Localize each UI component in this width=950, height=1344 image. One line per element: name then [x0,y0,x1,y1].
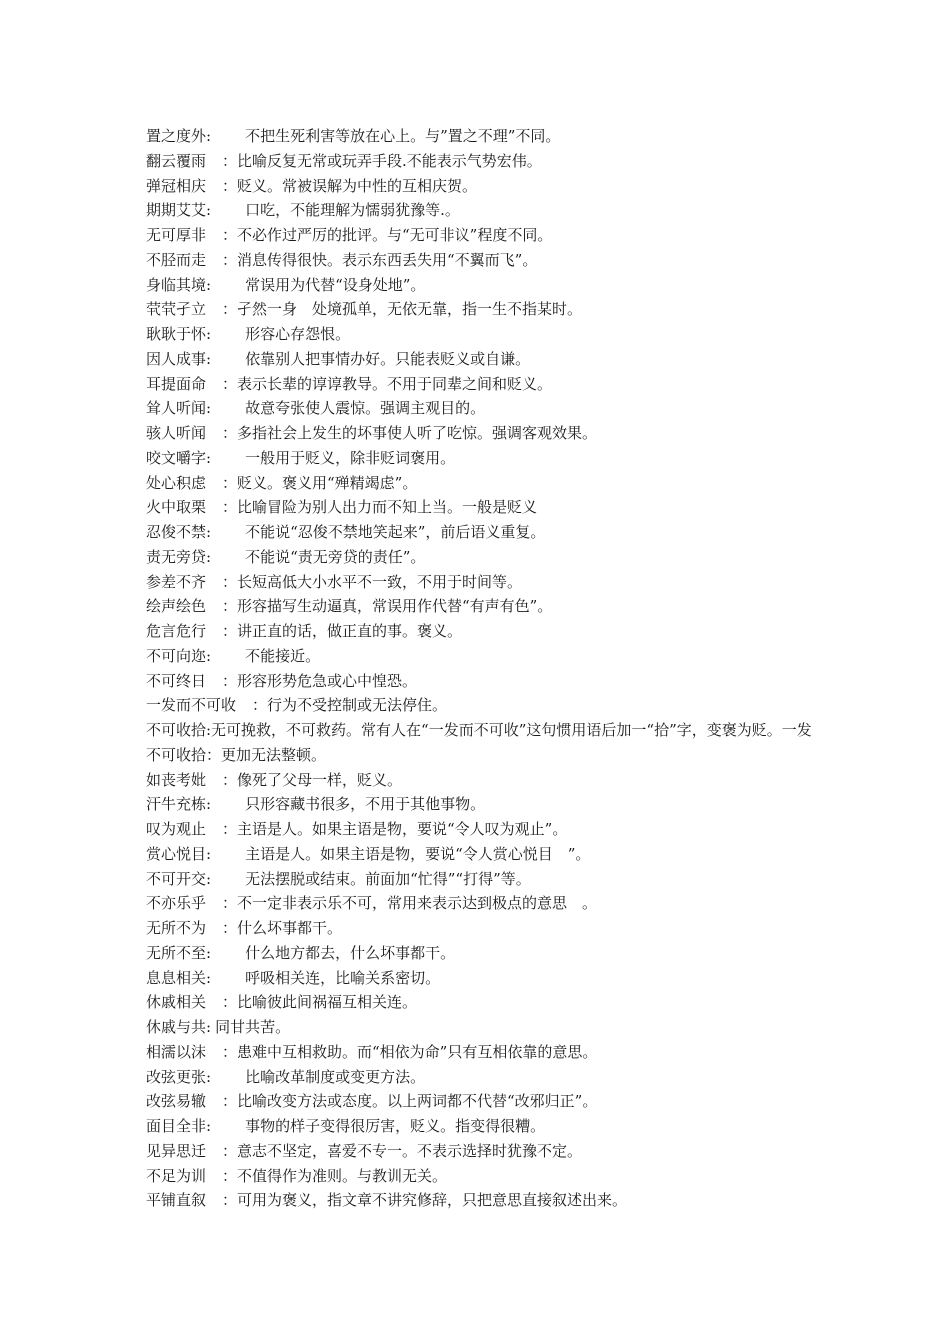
idiom-list [146,124,826,1213]
idiom-term: 火中取栗 [146,498,207,517]
idiom-term: 不可终日 [146,671,207,690]
idiom-definition: ：不值得作为准则。与教训无关。 [222,1166,448,1185]
idiom-entry [146,149,826,174]
idiom-entry [146,941,826,966]
idiom-paragraph: 不可收拾:无可挽救，不可救药。常有人在“一发而不可收”这句惯用语后加一“拾”字，变褒为贬。一发不可收拾：更加无法整顿。 [146,721,812,764]
idiom-definition: 故意夸张使人震惊。强调主观目的。 [245,399,486,418]
idiom-definition: 常误用为代替“设身处地”。 [245,275,426,294]
idiom-term: 处心积虑 [146,473,207,492]
idiom-entry [146,842,826,867]
idiom-definition: ：可用为褒义，指文章不讲究修辞，只把意思直接叙述出来。 [222,1191,628,1210]
idiom-entry [146,347,826,372]
idiom-entry [146,1139,826,1164]
idiom-term: 耸人听闻: [146,399,212,418]
idiom-entry [146,273,826,298]
idiom-definition: ：长短高低大小水平不一致，不用于时间等。 [222,572,523,591]
idiom-entry [146,570,826,595]
idiom-entry [146,990,826,1015]
idiom-definition: 形容心存怨恨。 [245,325,351,343]
idiom-entry [146,966,826,991]
idiom-term: 因人成事: [146,349,212,368]
idiom-term: 咬文嚼字: [146,448,212,467]
idiom-term: 期期艾艾: [146,201,212,220]
idiom-definition: ：消息传得很快。表示东西丢失用“不翼而飞”。 [222,250,538,269]
idiom-definition: 什么地方都去，什么坏事都干。 [245,943,456,962]
idiom-definition: ：比喻彼此间祸福互相关连。 [222,993,418,1012]
idiom-entry [146,1188,826,1213]
idiom-definition: 事物的样子变得很厉害，贬义。指变得很糟。 [245,1117,546,1136]
idiom-term: 平铺直叙 [146,1191,207,1210]
idiom-term: 身临其境: [146,275,212,294]
idiom-entry [146,198,826,223]
idiom-term: 参差不齐 [146,572,207,591]
idiom-term: 骇人听闻 [146,424,207,442]
idiom-term: 改弦更张: [146,1067,212,1086]
idiom-term: 相濡以沫 [146,1042,207,1061]
idiom-term: 弹冠相庆 [146,176,207,195]
idiom-entry [146,396,826,421]
idiom-term: 危言危行 [146,622,207,640]
idiom-definition: ：像死了父母一样，贬义。 [222,770,403,789]
idiom-term: 一发而不可收 [146,696,237,715]
idiom-term: 不可开交: [146,869,212,888]
idiom-definition: ：孑然一身 处境孤单，无依无靠，指一生不指某时。 [222,300,583,319]
idiom-definition: 口吃，不能理解为懦弱犹豫等.。 [245,201,460,220]
idiom-entry [146,1040,826,1065]
idiom-term: 息息相关: [146,968,212,987]
idiom-definition: 呼吸相关连，比喻关系密切。 [245,968,441,987]
idiom-entry [146,322,826,347]
idiom-entry [146,446,826,471]
idiom-entry [146,297,826,322]
idiom-entry [146,644,826,669]
idiom-entry [146,471,826,496]
idiom-definition: ：不一定非表示乐不可，常用来表示达到极点的意思 。 [222,894,598,913]
idiom-term: 无所不为 [146,919,207,938]
idiom-term: 不足为训 [146,1166,207,1185]
idiom-term: 休戚相关 [146,993,207,1012]
idiom-entry [146,693,826,718]
idiom-term: 忍俊不禁: [146,523,212,541]
idiom-term: 茕茕孑立 [146,300,207,319]
idiom-term: 耿耿于怀: [146,325,212,343]
idiom-definition: ：什么坏事都干。 [222,919,343,938]
idiom-definition: ：不必作过严厉的批评。与“无可非议”程度不同。 [222,226,553,244]
idiom-entry [146,817,826,842]
idiom-term: 见异思迁 [146,1141,207,1160]
idiom-definition: ：比喻改变方法或态度。以上两词都不代替“改邪归正”。 [222,1092,598,1111]
idiom-term: 耳提面命 [146,374,207,393]
idiom-term: 赏心悦目: [146,844,212,863]
idiom-definition: 不能说“责无旁贷的责任”。 [245,547,426,566]
idiom-definition: 不能说“忍俊不禁地笑起来”，前后语义重复。 [245,523,546,541]
idiom-entry [146,372,826,397]
idiom-entry [146,174,826,199]
idiom-term: 休戚与共: [146,1018,212,1037]
idiom-definition: 不把生死利害等放在心上。与”置之不理”不同。 [245,127,561,145]
idiom-entry [146,867,826,892]
idiom-definition: ：比喻反复无常或玩弄手段.不能表示气势宏伟。 [222,151,542,170]
idiom-definition: ：患难中互相救助。而“相依为命”只有互相依靠的意思。 [222,1042,598,1061]
idiom-definition: ：多指社会上发生的坏事使人听了吃惊。强调客观效果。 [222,424,598,442]
idiom-entry [146,1065,826,1090]
idiom-entry [146,619,826,644]
idiom-term: 无所不至: [146,943,212,962]
idiom-definition: ：形容形势危急或心中惶恐。 [222,671,418,690]
idiom-term: 责无旁贷: [146,547,212,566]
idiom-definition: 一般用于贬义，除非贬词褒用。 [245,448,456,467]
idiom-definition: ：行为不受控制或无法停住。 [252,696,448,715]
idiom-definition: 只形容藏书很多，不用于其他事物。 [245,795,486,814]
idiom-entry [146,520,826,545]
idiom-entry [146,768,826,793]
idiom-entry [146,248,826,273]
idiom-entry [146,545,826,570]
idiom-entry [146,495,826,520]
idiom-definition: 不能接近。 [245,646,321,665]
idiom-definition: ：主语是人。如果主语是物，要说“令人叹为观止”。 [222,820,568,839]
idiom-term: 不胫而走 [146,250,207,269]
idiom-term: 改弦易辙 [146,1092,207,1111]
idiom-term: 汗牛充栋: [146,795,212,814]
idiom-definition: 无法摆脱或结束。前面加“忙得”“打得”等。 [245,869,531,888]
idiom-definition: 主语是人。如果主语是物，要说“令人赏心悦目 ”。 [245,844,591,863]
idiom-entry [146,891,826,916]
idiom-definition: 同甘共苦。 [215,1018,291,1037]
idiom-entry [146,1114,826,1139]
idiom-entry [146,124,826,149]
idiom-entry [146,1164,826,1189]
idiom-term: 置之度外: [146,127,212,145]
idiom-definition: ：比喻冒险为别人出力而不知上当。一般是贬义 [222,498,538,517]
idiom-entry [146,594,826,619]
idiom-term: 面目全非: [146,1117,212,1136]
idiom-entry [146,669,826,694]
idiom-term: 翻云覆雨 [146,151,207,170]
idiom-entry [146,1089,826,1114]
idiom-definition: 依靠别人把事情办好。只能表贬义或自谦。 [245,349,531,368]
idiom-entry [146,223,826,248]
idiom-definition: ：形容描写生动逼真，常误用作代替“有声有色”。 [222,597,553,616]
idiom-definition: 比喻改革制度或变更方法。 [245,1067,426,1086]
idiom-entry [146,916,826,941]
idiom-entry [146,792,826,817]
idiom-definition: ：表示长辈的谆谆教导。不用于同辈之间和贬义。 [222,374,553,393]
idiom-definition: ：贬义。常被误解为中性的互相庆贺。 [222,176,478,195]
idiom-definition: ：贬义。褒义用“殚精竭虑”。 [222,473,418,492]
idiom-term: 不亦乐乎 [146,894,207,913]
idiom-term: 叹为观止 [146,820,207,839]
idiom-definition: ：讲正直的话，做正直的事。褒义。 [222,622,463,640]
idiom-term: 绘声绘色 [146,597,207,616]
idiom-term: 不可向迩: [146,646,212,665]
idiom-entry [146,421,826,446]
idiom-entry [146,1015,826,1040]
idiom-definition: ：意志不坚定，喜爱不专一。不表示选择时犹豫不定。 [222,1141,583,1160]
idiom-term: 无可厚非 [146,226,207,244]
idiom-term: 如丧考妣 [146,770,207,789]
